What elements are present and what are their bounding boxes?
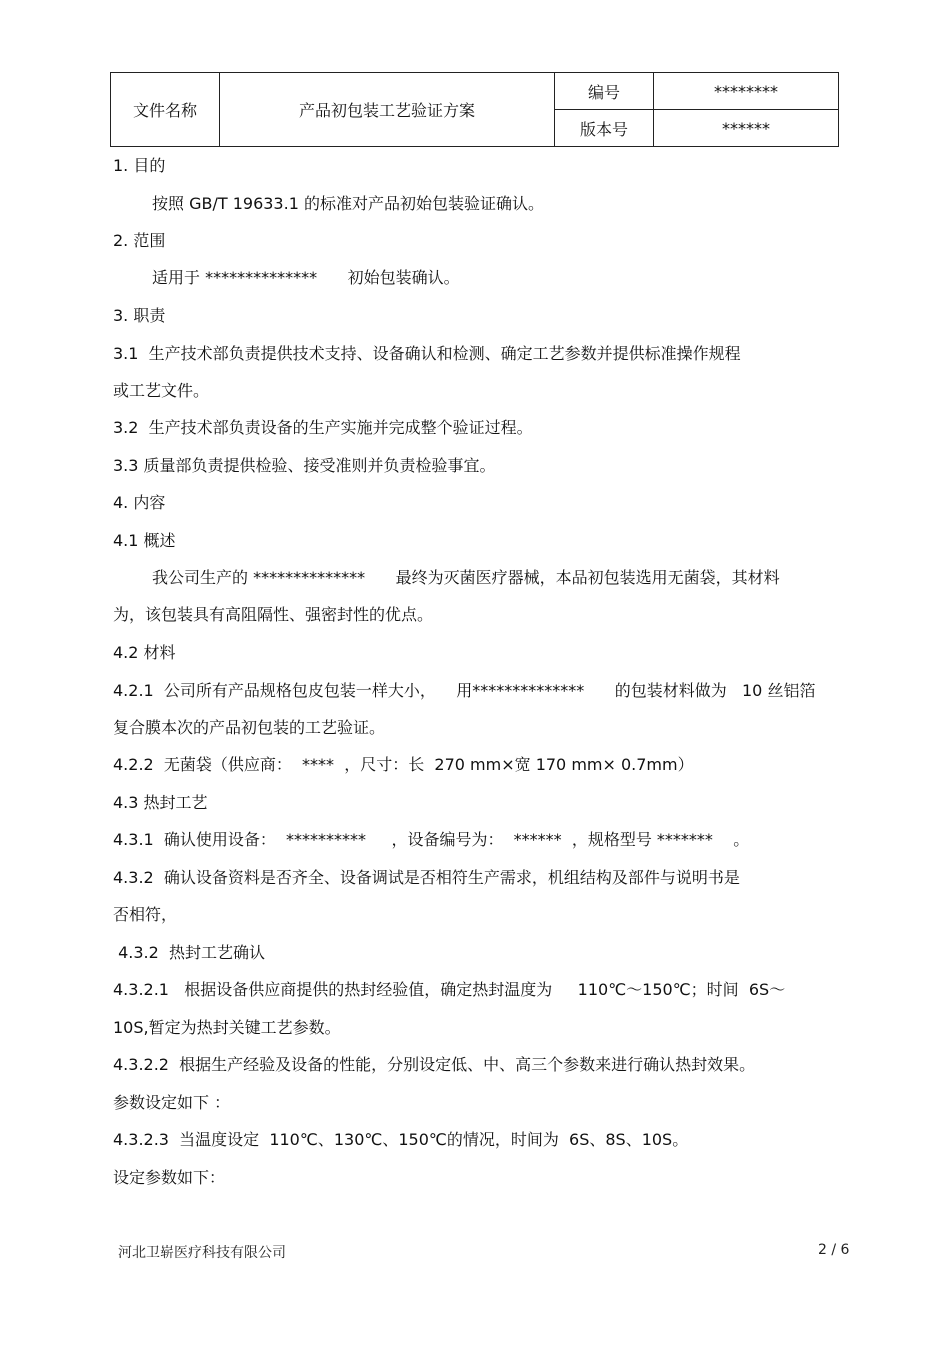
section-4-1-heading: 4.1 概述 — [113, 531, 176, 550]
parameter-setting-continued: 设定参数如下： — [113, 1168, 226, 1187]
purpose-text: 按照 GB/T 19633.1 的标准对产品初始包装验证确认。 — [152, 194, 544, 213]
footer-company: 河北卫崭医疗科技有限公司 — [118, 1245, 286, 1261]
section-4-3-heading: 4.3 热封工艺 — [113, 793, 208, 812]
document-header-table — [110, 72, 839, 147]
sealing-4-3-2-1-text: 4.3.2.1 根据设备供应商提供的热封经验值，确定热封温度为 110℃～150℃；时间 6S～ — [113, 980, 786, 999]
file-name-label: 文件名称 — [111, 73, 220, 147]
version-label: 版本号 — [555, 110, 654, 147]
section-4-2-heading: 4.2 材料 — [113, 643, 176, 662]
number-value: ******** — [654, 73, 839, 110]
duty-3-1-text: 3.1 生产技术部负责提供技术支持、设备确认和检测、确定工艺参数并提供标准操作规程 — [113, 344, 741, 363]
file-name-value: 产品初包装工艺验证方案 — [220, 73, 555, 147]
sealing-4-3-2-1-continued: 10S,暂定为热封关键工艺参数。 — [113, 1018, 341, 1037]
section-1-heading: 1. 目的 — [113, 156, 166, 175]
parameter-setting-text: 参数设定如下 ： — [113, 1093, 231, 1112]
duty-3-3-text: 3.3 质量部负责提供检验、接受准则并负责检验事宜。 — [113, 456, 496, 475]
sealing-confirm-heading: 4.3.2 热封工艺确认 — [113, 943, 265, 962]
sealing-4-3-2-continued: 否相符， — [113, 905, 178, 924]
material-4-2-1-text: 4.2.1 公司所有产品规格包皮包装一样大小， 用************** 的包装材料做为 10 丝铝箔 — [113, 681, 816, 700]
section-3-heading: 3. 职责 — [113, 306, 166, 325]
sealing-4-3-2-2-text: 4.3.2.2 根据生产经验及设备的性能，分别设定低、中、高三个参数来进行确认热封效果。 — [113, 1055, 756, 1074]
footer-page-number: 2 / 6 — [818, 1242, 850, 1258]
version-value: ****** — [654, 110, 839, 147]
overview-continued: 为，该包装具有高阻隔性、强密封性的优点。 — [113, 605, 434, 624]
sealing-4-3-2-3-text: 4.3.2.3 当温度设定 110℃、130℃、150℃的情况，时间为 6S、8S、10S。 — [113, 1130, 689, 1149]
sealing-4-3-2-text: 4.3.2 确认设备资料是否齐全、设备调试是否相符生产需求，机组结构及部件与说明书是 — [113, 868, 740, 887]
section-4-heading: 4. 内容 — [113, 493, 166, 512]
overview-text: 我公司生产的 ************** 最终为灭菌医疗器械，本品初包装选用无菌袋，其材料 — [152, 568, 780, 587]
number-label: 编号 — [555, 73, 654, 110]
duty-3-1-continued: 或工艺文件。 — [113, 381, 210, 400]
sealing-4-3-1-text: 4.3.1 确认使用设备： ********** ，设备编号为： ****** ，规格型号 ******* 。 — [113, 830, 750, 849]
section-2-heading: 2. 范围 — [113, 231, 166, 250]
duty-3-2-text: 3.2 生产技术部负责设备的生产实施并完成整个验证过程。 — [113, 418, 533, 437]
material-4-2-2-text: 4.2.2 无菌袋（供应商： **** ，尺寸：长 270 mm×宽 170 mm× 0.7mm） — [113, 755, 694, 774]
material-4-2-1-continued: 复合膜本次的产品初包装的工艺验证。 — [113, 718, 386, 737]
scope-text: 适用于 ************** 初始包装确认。 — [152, 268, 460, 287]
